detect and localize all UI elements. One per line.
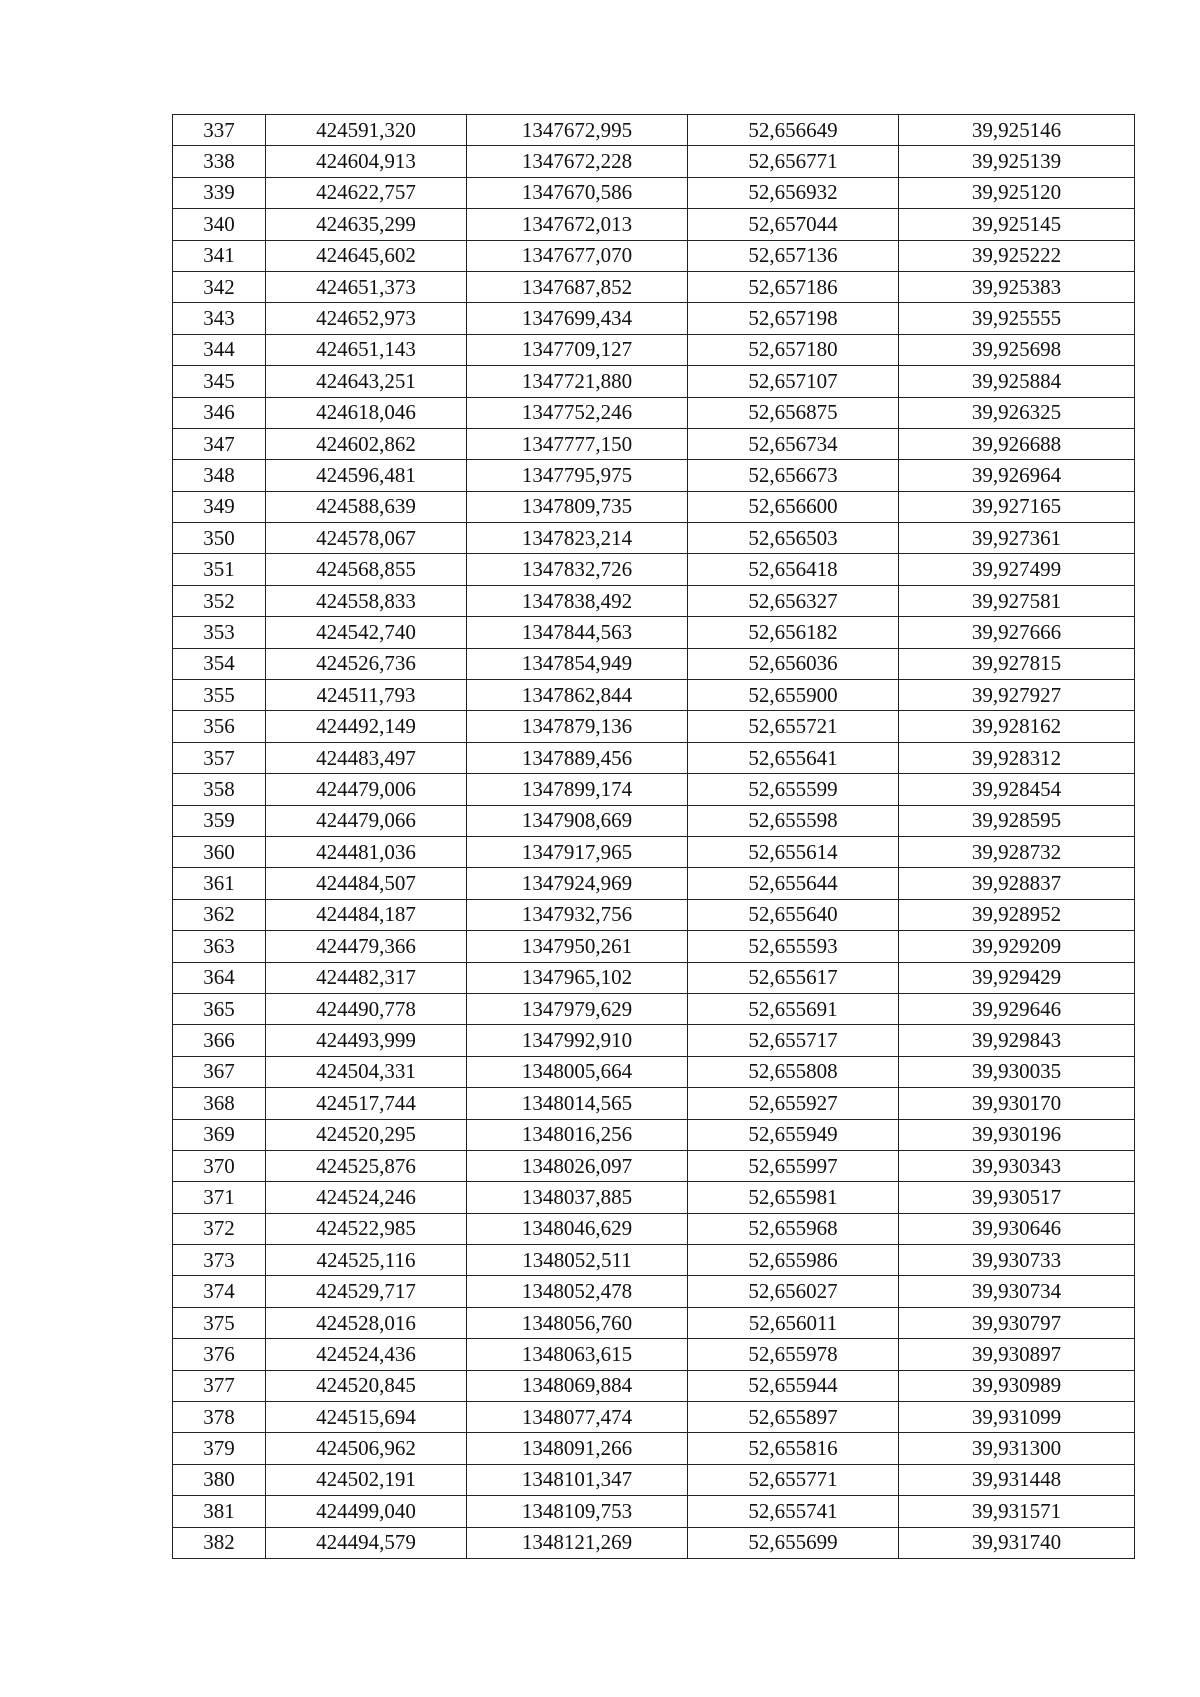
table-row [173,931,1135,962]
latitude-cell: 52,655640 [688,899,899,930]
point-number-cell: 338 [173,146,266,177]
longitude-cell: 39,925698 [899,334,1135,365]
longitude-cell: 39,930517 [899,1182,1135,1213]
latitude-cell: 52,656036 [688,648,899,679]
y-coordinate-cell: 1347950,261 [467,931,688,962]
table-row [173,209,1135,240]
x-coordinate-cell: 424484,187 [266,899,467,930]
point-number-cell: 362 [173,899,266,930]
point-number-cell: 356 [173,711,266,742]
longitude-cell: 39,925555 [899,303,1135,334]
latitude-cell: 52,655986 [688,1245,899,1276]
x-coordinate-cell: 424504,331 [266,1056,467,1087]
y-coordinate-cell: 1348063,615 [467,1339,688,1370]
point-number-cell: 371 [173,1182,266,1213]
table-row [173,648,1135,679]
x-coordinate-cell: 424515,694 [266,1402,467,1433]
point-number-cell: 340 [173,209,266,240]
latitude-cell: 52,655981 [688,1182,899,1213]
y-coordinate-cell: 1347809,735 [467,491,688,522]
longitude-cell: 39,925383 [899,271,1135,302]
table-row [173,397,1135,428]
latitude-cell: 52,655717 [688,1025,899,1056]
latitude-cell: 52,656182 [688,617,899,648]
y-coordinate-cell: 1348056,760 [467,1307,688,1338]
y-coordinate-cell: 1348077,474 [467,1402,688,1433]
latitude-cell: 52,656771 [688,146,899,177]
table-row [173,1464,1135,1495]
point-number-cell: 345 [173,366,266,397]
longitude-cell: 39,930035 [899,1056,1135,1087]
latitude-cell: 52,657198 [688,303,899,334]
x-coordinate-cell: 424520,295 [266,1119,467,1150]
y-coordinate-cell: 1348026,097 [467,1150,688,1181]
latitude-cell: 52,657180 [688,334,899,365]
point-number-cell: 370 [173,1150,266,1181]
table-row [173,428,1135,459]
y-coordinate-cell: 1347889,456 [467,742,688,773]
latitude-cell: 52,657186 [688,271,899,302]
longitude-cell: 39,927815 [899,648,1135,679]
point-number-cell: 337 [173,115,266,146]
latitude-cell: 52,655644 [688,868,899,899]
point-number-cell: 369 [173,1119,266,1150]
x-coordinate-cell: 424568,855 [266,554,467,585]
latitude-cell: 52,655771 [688,1464,899,1495]
point-number-cell: 355 [173,680,266,711]
x-coordinate-cell: 424493,999 [266,1025,467,1056]
x-coordinate-cell: 424481,036 [266,836,467,867]
longitude-cell: 39,929843 [899,1025,1135,1056]
latitude-cell: 52,655721 [688,711,899,742]
x-coordinate-cell: 424651,373 [266,271,467,302]
y-coordinate-cell: 1347672,013 [467,209,688,240]
x-coordinate-cell: 424492,149 [266,711,467,742]
point-number-cell: 364 [173,962,266,993]
latitude-cell: 52,655593 [688,931,899,962]
x-coordinate-cell: 424622,757 [266,177,467,208]
longitude-cell: 39,930196 [899,1119,1135,1150]
longitude-cell: 39,930989 [899,1370,1135,1401]
x-coordinate-cell: 424578,067 [266,523,467,554]
longitude-cell: 39,931099 [899,1402,1135,1433]
point-number-cell: 353 [173,617,266,648]
table-row [173,1119,1135,1150]
point-number-cell: 357 [173,742,266,773]
table-row [173,1025,1135,1056]
longitude-cell: 39,930733 [899,1245,1135,1276]
y-coordinate-cell: 1348069,884 [467,1370,688,1401]
x-coordinate-cell: 424528,016 [266,1307,467,1338]
table-row [173,868,1135,899]
latitude-cell: 52,655691 [688,993,899,1024]
point-number-cell: 361 [173,868,266,899]
point-number-cell: 343 [173,303,266,334]
y-coordinate-cell: 1347687,852 [467,271,688,302]
latitude-cell: 52,655927 [688,1088,899,1119]
point-number-cell: 354 [173,648,266,679]
x-coordinate-cell: 424635,299 [266,209,467,240]
longitude-cell: 39,925884 [899,366,1135,397]
point-number-cell: 352 [173,585,266,616]
point-number-cell: 339 [173,177,266,208]
y-coordinate-cell: 1347677,070 [467,240,688,271]
y-coordinate-cell: 1347965,102 [467,962,688,993]
x-coordinate-cell: 424525,116 [266,1245,467,1276]
table-row [173,1496,1135,1527]
longitude-cell: 39,928732 [899,836,1135,867]
longitude-cell: 39,929646 [899,993,1135,1024]
table-row [173,271,1135,302]
x-coordinate-cell: 424645,602 [266,240,467,271]
point-number-cell: 376 [173,1339,266,1370]
y-coordinate-cell: 1347709,127 [467,334,688,365]
table-row [173,1402,1135,1433]
latitude-cell: 52,656875 [688,397,899,428]
point-number-cell: 366 [173,1025,266,1056]
point-number-cell: 360 [173,836,266,867]
table-row [173,491,1135,522]
latitude-cell: 52,656327 [688,585,899,616]
table-row [173,711,1135,742]
y-coordinate-cell: 1347854,949 [467,648,688,679]
table-row [173,680,1135,711]
y-coordinate-cell: 1347699,434 [467,303,688,334]
latitude-cell: 52,655598 [688,805,899,836]
longitude-cell: 39,926325 [899,397,1135,428]
longitude-cell: 39,926964 [899,460,1135,491]
table-row [173,334,1135,365]
point-number-cell: 358 [173,774,266,805]
point-number-cell: 378 [173,1402,266,1433]
x-coordinate-cell: 424558,833 [266,585,467,616]
point-number-cell: 380 [173,1464,266,1495]
x-coordinate-cell: 424524,246 [266,1182,467,1213]
table-row [173,1088,1135,1119]
table-row [173,1276,1135,1307]
table-row [173,1150,1135,1181]
table-row [173,523,1135,554]
longitude-cell: 39,927666 [899,617,1135,648]
table-row [173,742,1135,773]
y-coordinate-cell: 1348101,347 [467,1464,688,1495]
longitude-cell: 39,927165 [899,491,1135,522]
longitude-cell: 39,930170 [899,1088,1135,1119]
y-coordinate-cell: 1347879,136 [467,711,688,742]
longitude-cell: 39,930343 [899,1150,1135,1181]
y-coordinate-cell: 1347862,844 [467,680,688,711]
point-number-cell: 351 [173,554,266,585]
table-row [173,1339,1135,1370]
table-row [173,146,1135,177]
table-row [173,805,1135,836]
latitude-cell: 52,656673 [688,460,899,491]
longitude-cell: 39,928162 [899,711,1135,742]
y-coordinate-cell: 1348052,511 [467,1245,688,1276]
x-coordinate-cell: 424494,579 [266,1527,467,1558]
latitude-cell: 52,655741 [688,1496,899,1527]
longitude-cell: 39,925120 [899,177,1135,208]
longitude-cell: 39,931300 [899,1433,1135,1464]
table-row [173,1056,1135,1087]
point-number-cell: 379 [173,1433,266,1464]
y-coordinate-cell: 1348046,629 [467,1213,688,1244]
table-row [173,240,1135,271]
table-row [173,962,1135,993]
longitude-cell: 39,929209 [899,931,1135,962]
x-coordinate-cell: 424484,507 [266,868,467,899]
table-row [173,585,1135,616]
point-number-cell: 368 [173,1088,266,1119]
point-number-cell: 347 [173,428,266,459]
y-coordinate-cell: 1348109,753 [467,1496,688,1527]
latitude-cell: 52,655900 [688,680,899,711]
latitude-cell: 52,656734 [688,428,899,459]
x-coordinate-cell: 424604,913 [266,146,467,177]
table-row [173,836,1135,867]
table-row [173,115,1135,146]
table-row [173,177,1135,208]
table-row [173,1307,1135,1338]
latitude-cell: 52,655897 [688,1402,899,1433]
latitude-cell: 52,655949 [688,1119,899,1150]
table-row [173,1245,1135,1276]
point-number-cell: 348 [173,460,266,491]
y-coordinate-cell: 1347838,492 [467,585,688,616]
x-coordinate-cell: 424520,845 [266,1370,467,1401]
longitude-cell: 39,927927 [899,680,1135,711]
longitude-cell: 39,927361 [899,523,1135,554]
x-coordinate-cell: 424529,717 [266,1276,467,1307]
x-coordinate-cell: 424643,251 [266,366,467,397]
point-number-cell: 359 [173,805,266,836]
y-coordinate-cell: 1347672,228 [467,146,688,177]
y-coordinate-cell: 1348121,269 [467,1527,688,1558]
x-coordinate-cell: 424526,736 [266,648,467,679]
latitude-cell: 52,656600 [688,491,899,522]
y-coordinate-cell: 1348016,256 [467,1119,688,1150]
latitude-cell: 52,655978 [688,1339,899,1370]
latitude-cell: 52,657044 [688,209,899,240]
y-coordinate-cell: 1347777,150 [467,428,688,459]
y-coordinate-cell: 1348037,885 [467,1182,688,1213]
point-number-cell: 346 [173,397,266,428]
point-number-cell: 367 [173,1056,266,1087]
longitude-cell: 39,930646 [899,1213,1135,1244]
latitude-cell: 52,657136 [688,240,899,271]
x-coordinate-cell: 424517,744 [266,1088,467,1119]
latitude-cell: 52,655617 [688,962,899,993]
table-row [173,1213,1135,1244]
x-coordinate-cell: 424483,497 [266,742,467,773]
table-row [173,899,1135,930]
x-coordinate-cell: 424542,740 [266,617,467,648]
table-row [173,1527,1135,1558]
y-coordinate-cell: 1347795,975 [467,460,688,491]
latitude-cell: 52,656027 [688,1276,899,1307]
latitude-cell: 52,655997 [688,1150,899,1181]
point-number-cell: 342 [173,271,266,302]
coordinates-table [172,114,1135,1559]
point-number-cell: 363 [173,931,266,962]
latitude-cell: 52,655641 [688,742,899,773]
point-number-cell: 344 [173,334,266,365]
point-number-cell: 377 [173,1370,266,1401]
y-coordinate-cell: 1347721,880 [467,366,688,397]
x-coordinate-cell: 424651,143 [266,334,467,365]
latitude-cell: 52,656932 [688,177,899,208]
y-coordinate-cell: 1348091,266 [467,1433,688,1464]
longitude-cell: 39,927499 [899,554,1135,585]
latitude-cell: 52,657107 [688,366,899,397]
x-coordinate-cell: 424602,862 [266,428,467,459]
point-number-cell: 374 [173,1276,266,1307]
y-coordinate-cell: 1347832,726 [467,554,688,585]
x-coordinate-cell: 424482,317 [266,962,467,993]
y-coordinate-cell: 1347899,174 [467,774,688,805]
latitude-cell: 52,655968 [688,1213,899,1244]
y-coordinate-cell: 1347979,629 [467,993,688,1024]
longitude-cell: 39,931448 [899,1464,1135,1495]
latitude-cell: 52,656649 [688,115,899,146]
longitude-cell: 39,931740 [899,1527,1135,1558]
point-number-cell: 375 [173,1307,266,1338]
point-number-cell: 373 [173,1245,266,1276]
x-coordinate-cell: 424588,639 [266,491,467,522]
x-coordinate-cell: 424596,481 [266,460,467,491]
x-coordinate-cell: 424524,436 [266,1339,467,1370]
point-number-cell: 350 [173,523,266,554]
longitude-cell: 39,926688 [899,428,1135,459]
longitude-cell: 39,930897 [899,1339,1135,1370]
table-row [173,303,1135,334]
latitude-cell: 52,656418 [688,554,899,585]
latitude-cell: 52,655944 [688,1370,899,1401]
y-coordinate-cell: 1348014,565 [467,1088,688,1119]
x-coordinate-cell: 424591,320 [266,115,467,146]
y-coordinate-cell: 1347670,586 [467,177,688,208]
point-number-cell: 382 [173,1527,266,1558]
longitude-cell: 39,930734 [899,1276,1135,1307]
table-row [173,774,1135,805]
y-coordinate-cell: 1347672,995 [467,115,688,146]
x-coordinate-cell: 424506,962 [266,1433,467,1464]
longitude-cell: 39,928952 [899,899,1135,930]
y-coordinate-cell: 1347844,563 [467,617,688,648]
point-number-cell: 365 [173,993,266,1024]
x-coordinate-cell: 424522,985 [266,1213,467,1244]
y-coordinate-cell: 1347752,246 [467,397,688,428]
latitude-cell: 52,655614 [688,836,899,867]
table-row [173,366,1135,397]
table-row [173,993,1135,1024]
table-row [173,554,1135,585]
x-coordinate-cell: 424502,191 [266,1464,467,1495]
y-coordinate-cell: 1347992,910 [467,1025,688,1056]
x-coordinate-cell: 424652,973 [266,303,467,334]
longitude-cell: 39,928454 [899,774,1135,805]
longitude-cell: 39,925222 [899,240,1135,271]
y-coordinate-cell: 1347932,756 [467,899,688,930]
table-row [173,1433,1135,1464]
y-coordinate-cell: 1347917,965 [467,836,688,867]
y-coordinate-cell: 1347908,669 [467,805,688,836]
latitude-cell: 52,656503 [688,523,899,554]
longitude-cell: 39,928312 [899,742,1135,773]
x-coordinate-cell: 424479,006 [266,774,467,805]
latitude-cell: 52,655816 [688,1433,899,1464]
longitude-cell: 39,930797 [899,1307,1135,1338]
longitude-cell: 39,927581 [899,585,1135,616]
latitude-cell: 52,655808 [688,1056,899,1087]
longitude-cell: 39,925145 [899,209,1135,240]
longitude-cell: 39,928595 [899,805,1135,836]
y-coordinate-cell: 1348005,664 [467,1056,688,1087]
x-coordinate-cell: 424499,040 [266,1496,467,1527]
table-row [173,460,1135,491]
table-row [173,1370,1135,1401]
table-row [173,617,1135,648]
latitude-cell: 52,656011 [688,1307,899,1338]
point-number-cell: 372 [173,1213,266,1244]
y-coordinate-cell: 1347823,214 [467,523,688,554]
longitude-cell: 39,925146 [899,115,1135,146]
longitude-cell: 39,928837 [899,868,1135,899]
x-coordinate-cell: 424618,046 [266,397,467,428]
x-coordinate-cell: 424490,778 [266,993,467,1024]
longitude-cell: 39,929429 [899,962,1135,993]
y-coordinate-cell: 1347924,969 [467,868,688,899]
x-coordinate-cell: 424479,366 [266,931,467,962]
x-coordinate-cell: 424479,066 [266,805,467,836]
table-row [173,1182,1135,1213]
longitude-cell: 39,925139 [899,146,1135,177]
latitude-cell: 52,655699 [688,1527,899,1558]
latitude-cell: 52,655599 [688,774,899,805]
x-coordinate-cell: 424511,793 [266,680,467,711]
x-coordinate-cell: 424525,876 [266,1150,467,1181]
point-number-cell: 349 [173,491,266,522]
point-number-cell: 341 [173,240,266,271]
point-number-cell: 381 [173,1496,266,1527]
longitude-cell: 39,931571 [899,1496,1135,1527]
coordinates-table-body [173,115,1135,1559]
y-coordinate-cell: 1348052,478 [467,1276,688,1307]
